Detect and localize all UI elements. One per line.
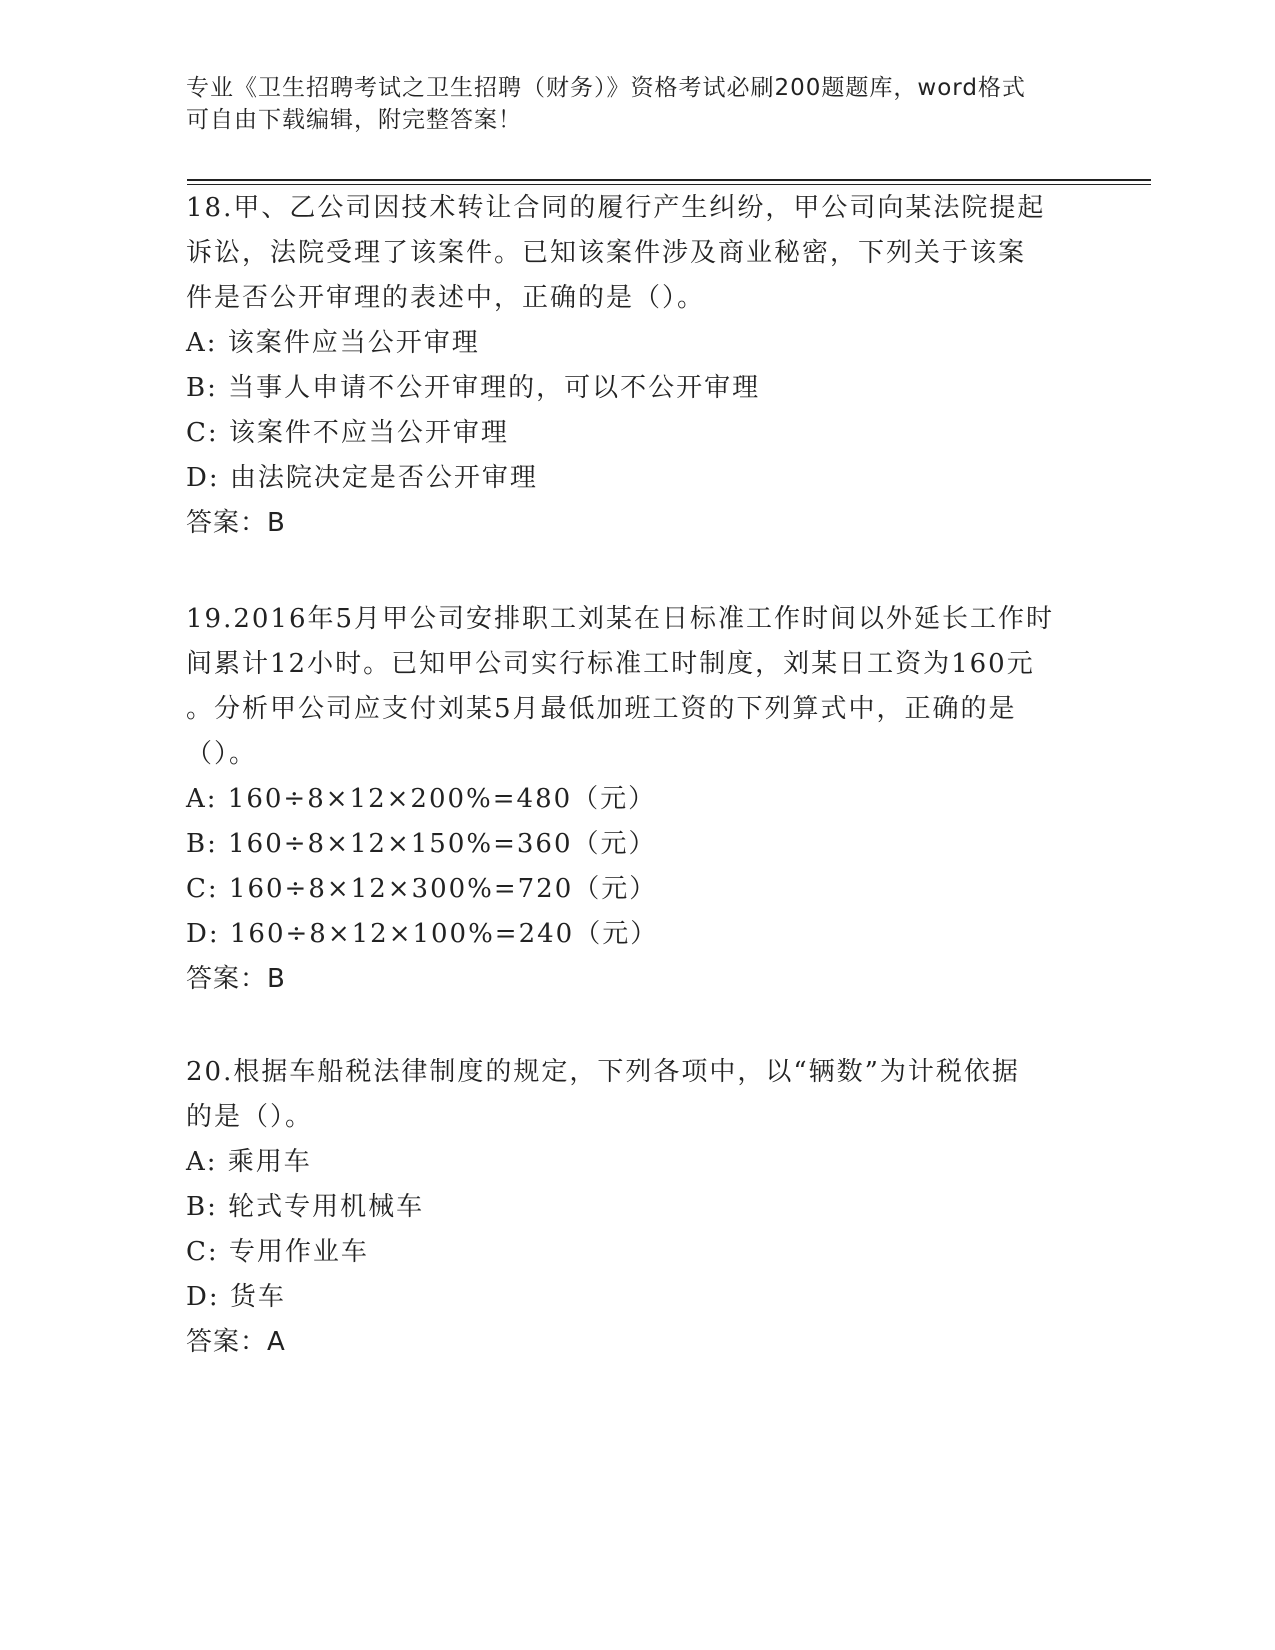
option-b: B: 160÷8×12×150%=360（元） [186,829,657,859]
question-18 [186,186,1086,546]
option-b: B: 当事人申请不公开审理的，可以不公开审理 [186,373,761,403]
option-b: B: 轮式专用机械车 [186,1192,425,1222]
option-c: C: 专用作业车 [186,1237,369,1267]
option-a: A: 160÷8×12×200%=480（元） [186,784,657,814]
option-a: A: 乘用车 [186,1147,312,1177]
header-line-2: 可自由下载编辑，附完整答案！ [186,107,522,133]
answer-line: 答案：B [186,964,286,994]
option-d: D: 160÷8×12×100%=240（元） [186,919,659,949]
option-c: C: 该案件不应当公开审理 [186,418,509,448]
answer-line: 答案：B [186,508,286,538]
question-stem-line: 20.根据车船税法律制度的规定，下列各项中，以“辆数”为计税依据 [186,1057,1020,1087]
question-stem-line: （）。 [186,739,258,769]
question-stem-line: 。分析甲公司应支付刘某5月最低加班工资的下列算式中，正确的是 [186,694,1017,724]
option-a: A: 该案件应当公开审理 [186,328,480,358]
answer-line: 答案：A [186,1327,286,1357]
question-stem-line: 的是（）。 [186,1102,314,1132]
option-d: D: 货车 [186,1282,286,1312]
question-stem-line: 件是否公开审理的表述中，正确的是（）。 [186,283,706,313]
header-line-1: 专业《卫生招聘考试之卫生招聘（财务）》资格考试必刷200题题库，word格式 [186,75,1026,101]
question-stem-line: 诉讼，法院受理了该案件。已知该案件涉及商业秘密，下列关于该案 [186,238,1027,268]
option-c: C: 160÷8×12×300%=720（元） [186,874,658,904]
question-19 [186,597,1086,1002]
question-stem-line: 间累计12小时。已知甲公司实行标准工时制度，刘某日工资为160元 [186,649,1035,679]
document-header [186,72,1086,136]
question-stem-line: 18.甲、乙公司因技术转让合同的履行产生纠纷，甲公司向某法院提起 [186,193,1046,223]
header-divider-thin [187,184,1151,185]
option-d: D: 由法院决定是否公开审理 [186,463,538,493]
header-divider-thick [187,179,1151,181]
question-stem-line: 19.2016年5月甲公司安排职工刘某在日标准工作时间以外延长工作时 [186,604,1055,634]
question-20 [186,1050,1086,1365]
